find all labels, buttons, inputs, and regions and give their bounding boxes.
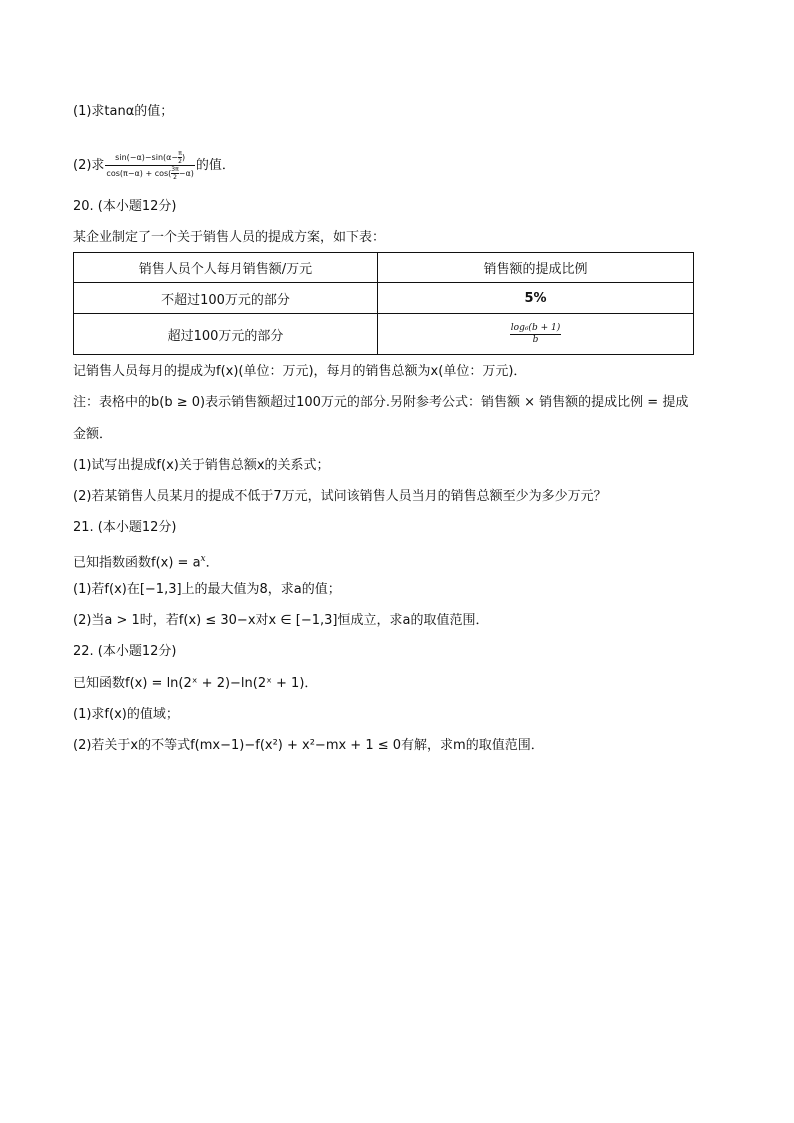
table-cell-range: 超过100万元的部分 [74, 314, 378, 355]
q19-expression-fraction: sin(−α)−sin(α− $\frac{\pi}{2}$) cos(π−α) + cos( $\frac{3\pi}{2}-\alpha$) [106, 150, 194, 181]
q19-denominator: cos(π−α) + cos( [106, 169, 172, 178]
q19-part2 [73, 150, 235, 181]
q20-header: 20. (本小题12分) [73, 199, 177, 214]
table-header-cell: 销售额的提成比例 [378, 253, 694, 283]
q22-intro: 已知函数f(x) = ln(2ˣ + 2)−ln(2ˣ + 1)． [73, 676, 318, 691]
q20-part2: (2)若某销售人员某月的提成不低于7万元，试问该销售人员当月的销售总额至少为多少万元？ [73, 489, 607, 504]
commission-table [73, 252, 694, 355]
q19-part1: (1)求tanα的值； [73, 104, 174, 119]
table-cell-rate [378, 314, 694, 355]
q20-intro: 某企业制定了一个关于销售人员的提成方案，如下表： [73, 230, 386, 245]
table-row [74, 283, 694, 314]
q22-header: 22. (本小题12分) [73, 644, 177, 659]
q19-part2-suffix: 的值． [195, 158, 235, 173]
q22-part1: (1)求f(x)的值域； [73, 707, 179, 722]
q21-part1: (1)若f(x)在[−1,3]上的最大值为8，求a的值； [73, 582, 341, 597]
table-cell-range: 不超过100万元的部分 [74, 283, 378, 314]
q20-definition: 记销售人员每月的提成为f(x)(单位：万元)，每月的销售总额为x(单位：万元)． [73, 364, 527, 379]
q19-part2-prefix: (2)求 [73, 158, 105, 173]
q20-note-line2: 金额． [73, 427, 113, 442]
q20-note-line1: 注：表格中的b(b ≥ 0)表示销售额超过100万元的部分.另附参考公式：销售额 × 销售额的提成比例 = 提成 [73, 395, 689, 410]
q21-part2: (2)当a > 1时，若f(x) ≤ 30−x对x ∈ [−1,3]恒成立，求a的取值范围． [73, 613, 489, 628]
q22-part2: (2)若关于x的不等式f(mx−1)−f(x²) + x²−mx + 1 ≤ 0有解，求m的取值范围． [73, 738, 544, 753]
table-row [74, 314, 694, 355]
q20-part1: (1)试写出提成f(x)关于销售总额x的关系式； [73, 458, 330, 473]
table-cell-rate: 5% [378, 283, 694, 314]
table-header-row [74, 253, 694, 283]
q19-numerator-pi-half: $\frac{\pi}{2}$ [178, 150, 182, 165]
q19-numerator: sin(−α)−sin(α− [115, 153, 179, 162]
q21-header: 21. (本小题12分) [73, 520, 177, 535]
table-header-cell: 销售人员个人每月销售额/万元 [74, 253, 378, 283]
rate-fraction: $\frac{\text{log₆(b + 1)}}{b}$ [510, 322, 561, 345]
q21-intro: 已知指数函数$f(x) = a^x$． [73, 554, 219, 571]
q19-denominator-3pi-half: $\frac{3\pi}{2}$ [171, 166, 179, 181]
